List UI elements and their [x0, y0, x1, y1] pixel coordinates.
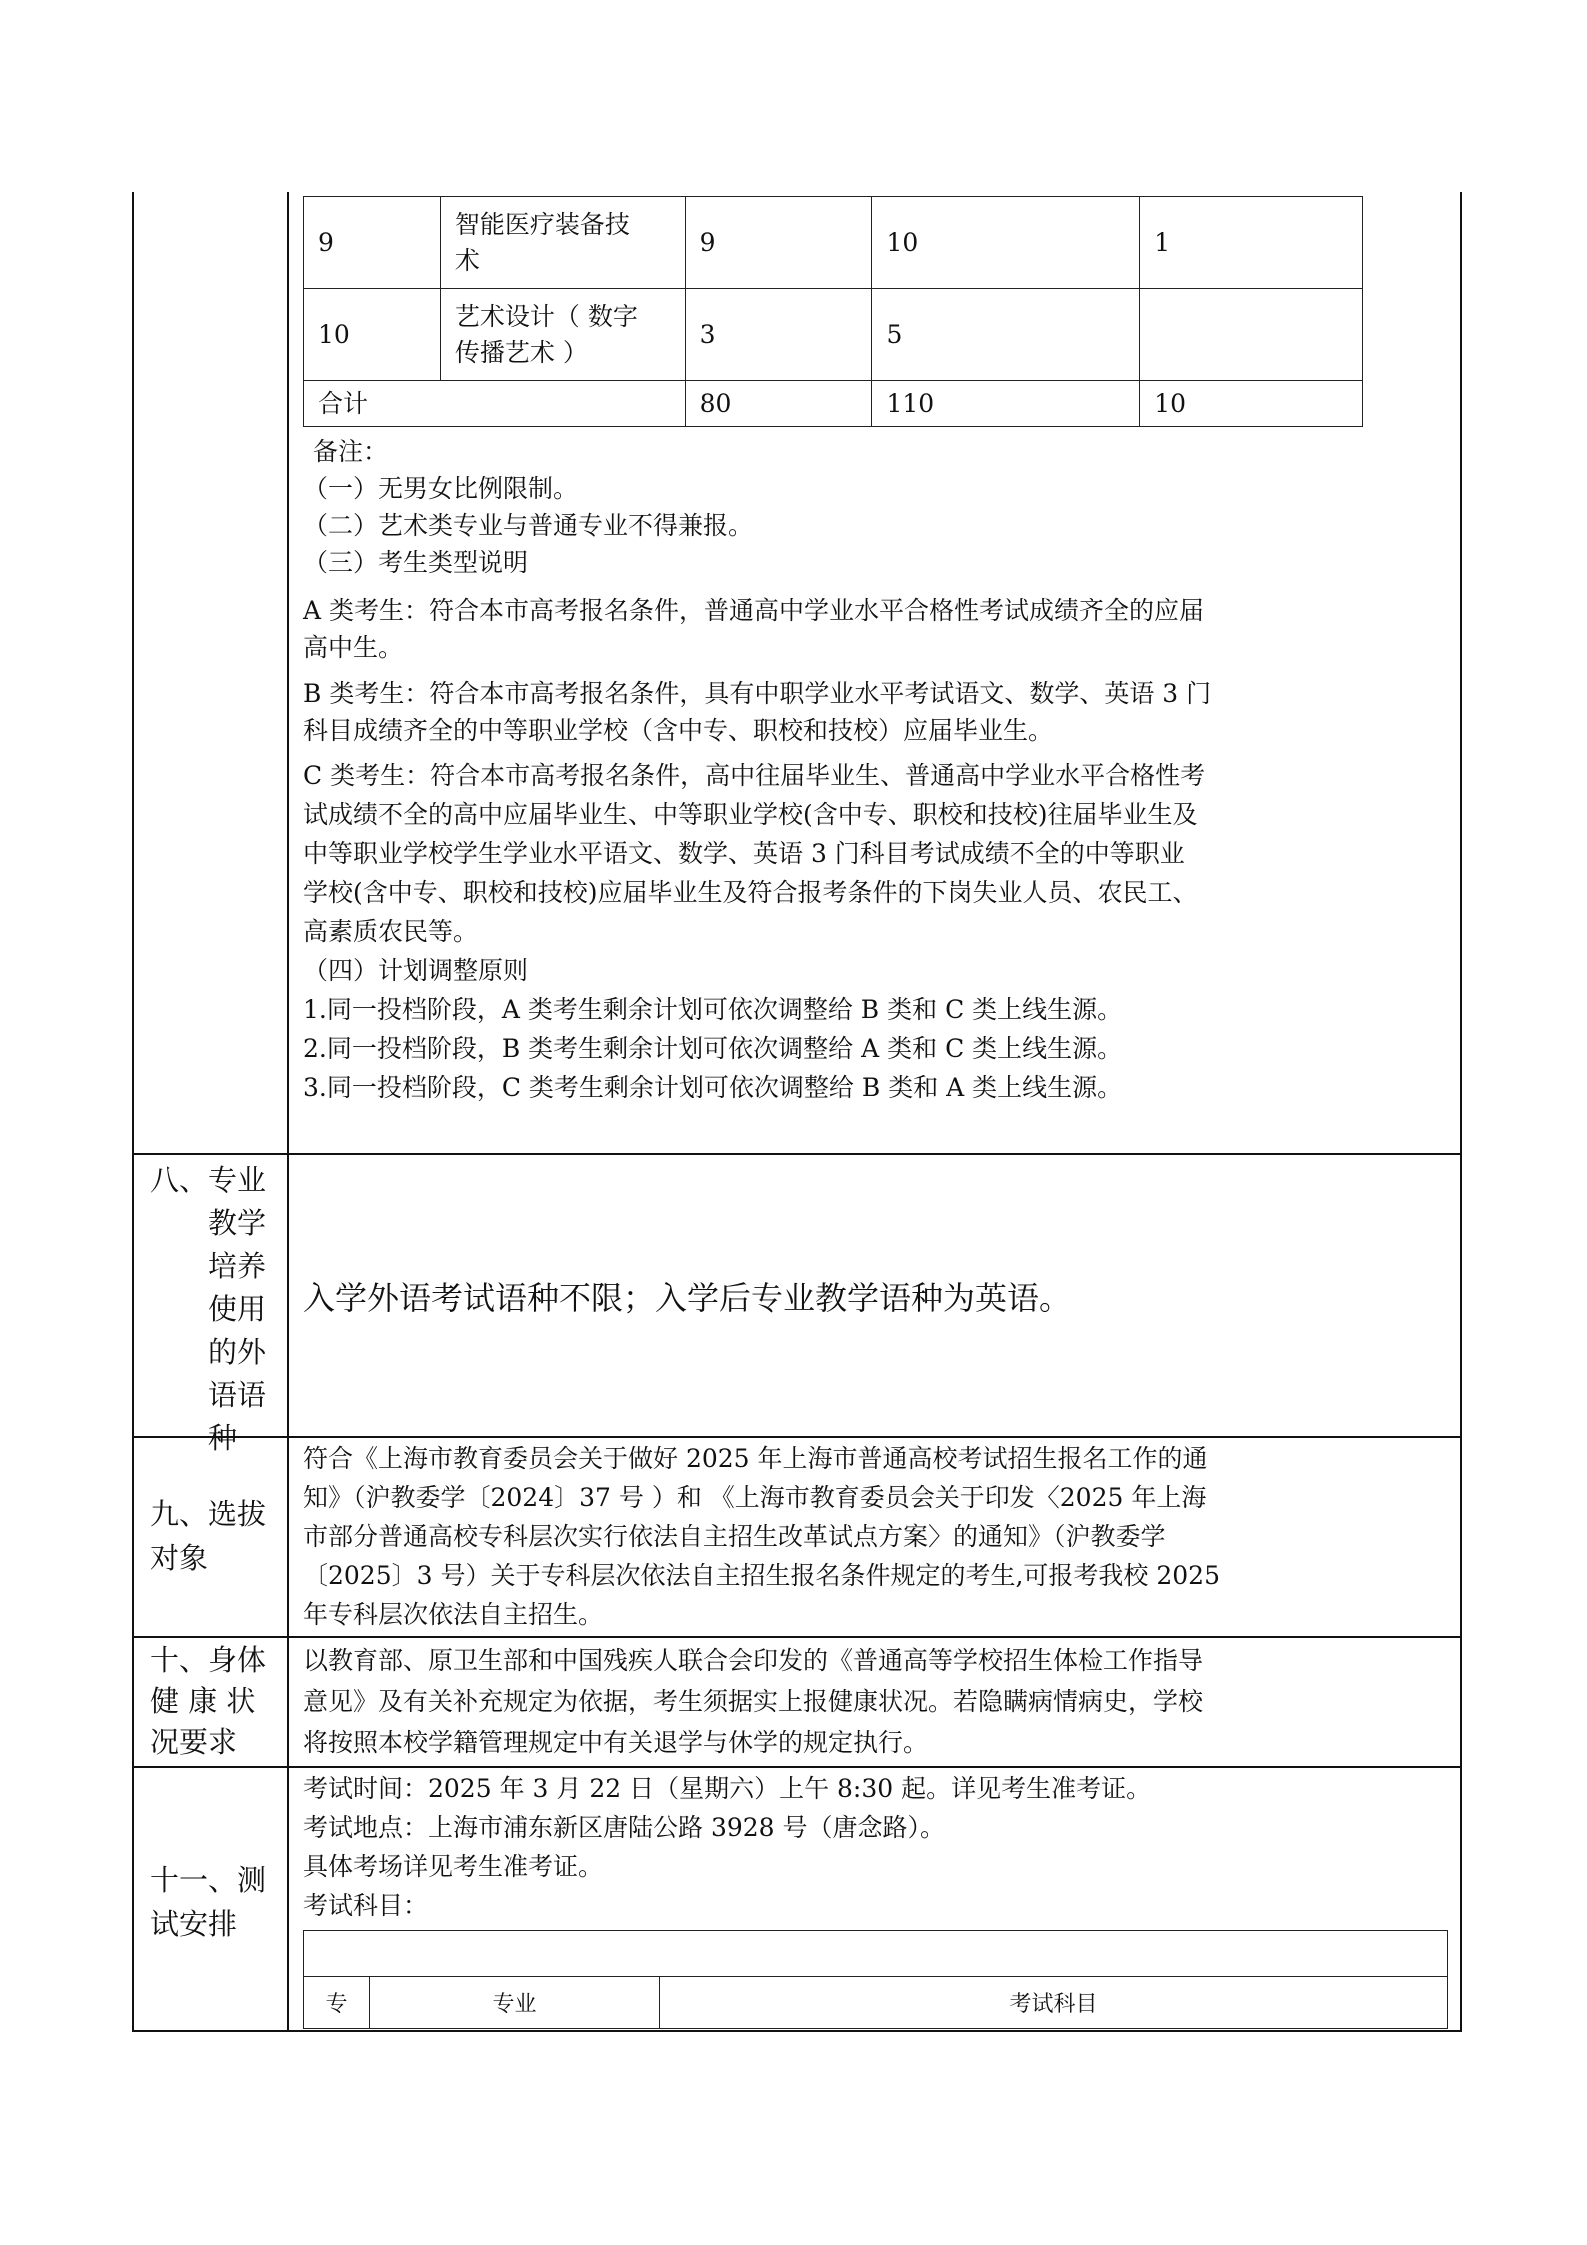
note-line: A 类考生：符合本市高考报名条件，普通高中学业水平合格性考试成绩齐全的应届 — [303, 596, 1205, 625]
section11-label — [150, 1860, 280, 1948]
cell-total-a: 80 — [685, 381, 872, 427]
cell-major — [440, 197, 685, 289]
major-line: 传播艺术 ） — [454, 337, 588, 367]
label-line: 八、专业 — [150, 1163, 267, 1197]
label-line: 况要求 — [150, 1725, 238, 1759]
cell-no: 10 — [304, 289, 441, 381]
content-line: 知》（沪教委学〔2024〕37 号 ）和 《上海市教育委员会关于印发〈2025 年上海 — [303, 1483, 1207, 1512]
content-line: 年专科层次依法自主招生。 — [303, 1600, 604, 1629]
label-line: 教学 — [208, 1206, 267, 1240]
subject-header-col3: 考试科目 — [660, 1977, 1448, 2029]
subject-table — [303, 1930, 1448, 2029]
content-line: 考试科目： — [303, 1891, 429, 1920]
cell-major — [440, 289, 685, 381]
content-line: 符合《上海市教育委员会关于做好 2025 年上海市普通高校考试招生报名工作的通 — [303, 1444, 1208, 1473]
cell-b: 5 — [872, 289, 1140, 381]
note-line: （二）艺术类专业与普通专业不得兼报。 — [303, 511, 754, 540]
row-divider-9 — [132, 1436, 1462, 1438]
cell-c — [1140, 289, 1363, 381]
cell-b: 10 — [872, 197, 1140, 289]
cell-c: 1 — [1140, 197, 1363, 289]
note-line: B 类考生：符合本市高考报名条件，具有中职学业水平考试语文、数学、英语 3 门 — [303, 679, 1212, 708]
frame-right-border — [1460, 192, 1462, 2032]
content-line: 意见》及有关补充规定为依据，考生须据实上报健康状况。若隐瞒病情病史，学校 — [303, 1687, 1204, 1716]
table-total-row — [304, 381, 1363, 427]
label-line: 使用 — [208, 1292, 267, 1326]
label-line: 九、选拔 — [150, 1497, 267, 1531]
note-line: 试成绩不全的高中应届毕业生、中等职业学校(含中专、职校和技校)往届毕业生及 — [303, 800, 1198, 829]
table-row — [304, 1931, 1448, 1977]
note-line: 学校(含中专、职校和技校)应届毕业生及符合报考条件的下岗失业人员、农民工、 — [303, 878, 1198, 907]
section10-label — [150, 1640, 280, 1763]
cell-total-label: 合计 — [304, 381, 686, 427]
table-header-row — [304, 1977, 1448, 2029]
cell-total-b: 110 — [872, 381, 1140, 427]
label-line: 健 康 状 — [150, 1684, 256, 1718]
content-line: 将按照本校学籍管理规定中有关退学与休学的规定执行。 — [303, 1728, 929, 1757]
label-line: 十一、测 — [150, 1863, 267, 1897]
subject-table-title-cell — [304, 1931, 1448, 1977]
content-line: 考试地点：上海市浦东新区唐陆公路 3928 号（唐念路）。 — [303, 1813, 946, 1842]
label-line: 语语 — [208, 1378, 267, 1412]
note-line: 高素质农民等。 — [303, 917, 479, 946]
cell-a: 3 — [685, 289, 872, 381]
note-line: 科目成绩齐全的中等职业学校（含中专、职校和技校）应届毕业生。 — [303, 716, 1054, 745]
content-line: 〔2025〕3 号）关于专科层次依法自主招生报名条件规定的考生,可报考我校 2025 — [303, 1561, 1220, 1590]
note-line: （三）考生类型说明 — [303, 548, 529, 577]
content-line: 以教育部、原卫生部和中国残疾人联合会印发的《普通高等学校招生体检工作指导 — [303, 1646, 1204, 1675]
plan-table — [303, 196, 1363, 427]
note-line: （四）计划调整原则 — [303, 956, 529, 985]
subject-header-col1: 专 — [304, 1977, 370, 2029]
label-line: 培养 — [208, 1249, 267, 1283]
major-line: 艺术设计（ 数字 — [454, 301, 638, 331]
note-line: 中等职业学校学生学业水平语文、数学、英语 3 门科目考试成绩不全的中等职业 — [303, 839, 1185, 868]
frame-left-border — [132, 192, 134, 2032]
label-line: 对象 — [150, 1541, 209, 1575]
major-line: 智能医疗装备技 — [454, 209, 630, 239]
frame-label-divider — [287, 192, 289, 2032]
cell-a: 9 — [685, 197, 872, 289]
note-line: 2.同一投档阶段，B 类考生剩余计划可依次调整给 A 类和 C 类上线生源。 — [303, 1034, 1123, 1063]
major-line: 术 — [454, 245, 480, 275]
cell-no: 9 — [304, 197, 441, 289]
row-divider-10 — [132, 1636, 1462, 1638]
note-line: C 类考生：符合本市高考报名条件，高中往届毕业生、普通高中学业水平合格性考 — [303, 761, 1206, 790]
row-divider-11 — [132, 1766, 1462, 1768]
note-line: 3.同一投档阶段，C 类考生剩余计划可依次调整给 B 类和 A 类上线生源。 — [303, 1073, 1123, 1102]
frame-bottom-border — [132, 2030, 1462, 2032]
table-row — [304, 289, 1363, 381]
note-line: （一）无男女比例限制。 — [303, 474, 579, 503]
label-line: 十、身体 — [150, 1643, 267, 1677]
label-line: 种 — [208, 1421, 238, 1455]
note-line: 备注： — [313, 437, 389, 466]
content-line: 考试时间：2025 年 3 月 22 日（星期六）上午 8:30 起。详见考生准考证。 — [303, 1774, 1152, 1803]
content-line: 市部分普通高校专科层次实行依法自主招生改革试点方案〉的通知》（沪教委学 — [303, 1522, 1166, 1551]
table-row — [304, 197, 1363, 289]
label-line: 的外 — [208, 1335, 267, 1369]
content-line: 具体考场详见考生准考证。 — [303, 1852, 604, 1881]
subject-header-col2: 专业 — [370, 1977, 660, 2029]
cell-total-c: 10 — [1140, 381, 1363, 427]
label-line: 试安排 — [150, 1907, 238, 1941]
note-line: 1.同一投档阶段，A 类考生剩余计划可依次调整给 B 类和 C 类上线生源。 — [303, 995, 1123, 1024]
note-line: 高中生。 — [303, 633, 404, 662]
section8-label — [150, 1160, 280, 1461]
section8-content: 入学外语考试语种不限；入学后专业教学语种为英语。 — [303, 1279, 1072, 1317]
section9-label — [150, 1494, 280, 1582]
row-divider-8 — [132, 1153, 1462, 1155]
